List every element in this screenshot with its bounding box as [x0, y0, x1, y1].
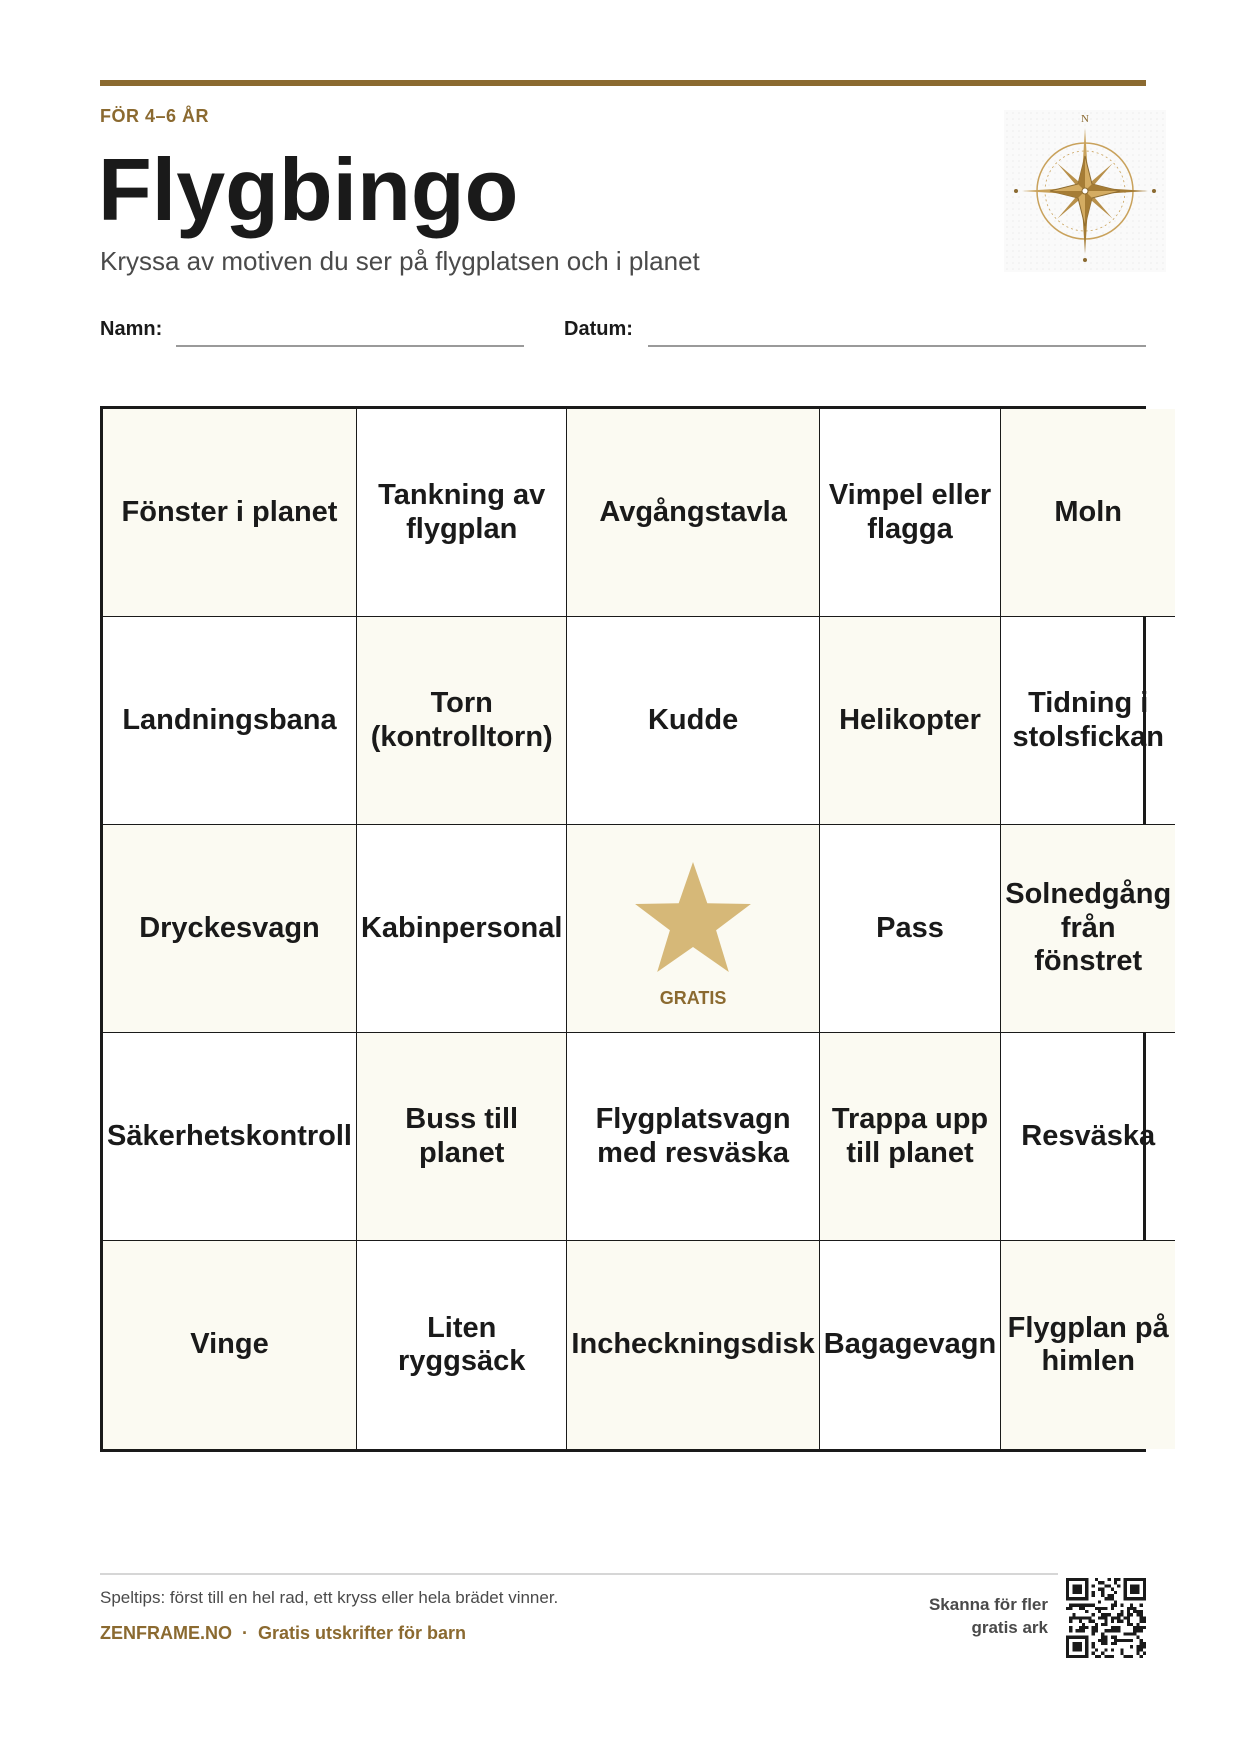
cell-label: Vimpel eller flagga	[828, 479, 992, 545]
cell-label: Trappa upp till planet	[831, 1103, 989, 1169]
bingo-cell[interactable]	[567, 409, 819, 617]
footer-divider	[100, 1573, 1058, 1575]
cell-label: Pass	[876, 911, 944, 944]
cell-label: Fönster i planet	[121, 495, 338, 528]
bingo-cell[interactable]	[1001, 617, 1175, 825]
cell-label: Moln	[1054, 495, 1123, 528]
cell-label: Buss till planet	[405, 1103, 519, 1169]
scan-caption-line-1: Skanna för fler	[928, 1595, 1048, 1614]
bingo-cell[interactable]	[1001, 409, 1175, 617]
brand-separator: ·	[242, 1623, 248, 1643]
svg-text:N: N	[1081, 113, 1089, 125]
brand-link[interactable]: ZENFRAME.NO	[100, 1623, 232, 1643]
cell-label: Resväska	[1021, 1119, 1156, 1152]
name-label: Namn:	[100, 318, 163, 340]
game-tip: Speltips: först till en hel rad, ett kryss eller hela brädet vinner.	[100, 1588, 559, 1607]
cell-label: Bagagevagn	[823, 1328, 997, 1361]
cell-label: Kabinpersonal	[360, 911, 563, 944]
bingo-cell[interactable]	[1001, 825, 1175, 1033]
bingo-cell[interactable]	[103, 1033, 357, 1241]
bingo-cell[interactable]	[103, 825, 357, 1033]
bingo-cell[interactable]	[357, 409, 567, 617]
compass-rose-icon	[1004, 110, 1166, 272]
cell-label: Dryckesvagn	[139, 911, 320, 944]
cell-label: Helikopter	[839, 703, 981, 736]
bingo-cell[interactable]	[103, 1241, 357, 1449]
cell-label: Tankning av flygplan	[378, 479, 546, 545]
bingo-cell[interactable]	[567, 617, 819, 825]
bingo-free-cell[interactable]	[567, 825, 819, 1033]
cell-label: Landningsbana	[122, 703, 337, 736]
bingo-cell[interactable]	[357, 617, 567, 825]
bingo-cell[interactable]	[103, 409, 357, 617]
cell-label: Solnedgång från fönstret	[1005, 878, 1172, 978]
cell-label: Torn (kontrolltorn)	[370, 687, 553, 753]
bingo-cell[interactable]	[567, 1241, 819, 1449]
cell-label: Kudde	[647, 703, 739, 736]
brand-line	[100, 1623, 466, 1644]
star-icon	[632, 862, 754, 978]
cell-label: Vinge	[190, 1328, 269, 1361]
bingo-cell[interactable]	[820, 1241, 1001, 1449]
bingo-cell[interactable]	[567, 1033, 819, 1241]
bingo-cell[interactable]	[357, 1241, 567, 1449]
bingo-cell[interactable]	[1001, 1241, 1175, 1449]
bingo-cell[interactable]	[1001, 1033, 1175, 1241]
scan-caption	[929, 1594, 1048, 1640]
cell-label: Flygplan på himlen	[1007, 1311, 1169, 1377]
cell-label: Avgångstavla	[599, 495, 787, 528]
page-title: Flygbingo	[98, 140, 519, 239]
brand-tagline: Gratis utskrifter för barn	[258, 1623, 467, 1643]
date-label: Datum:	[564, 318, 633, 340]
qr-code-icon[interactable]	[1066, 1578, 1146, 1658]
cell-label: Flygplatsvagn med resväska	[595, 1103, 791, 1169]
cell-label: Liten ryggsäck	[398, 1311, 526, 1377]
name-input-line[interactable]	[176, 345, 524, 347]
free-label: GRATIS	[659, 988, 727, 1009]
bingo-cell[interactable]	[103, 617, 357, 825]
cell-label: Incheckningsdisk	[571, 1328, 815, 1361]
bingo-cell[interactable]	[820, 825, 1001, 1033]
bingo-cell[interactable]	[357, 1033, 567, 1241]
bingo-cell[interactable]	[820, 409, 1001, 617]
bingo-grid	[100, 406, 1172, 1452]
cell-label: Säkerhetskontroll	[107, 1119, 352, 1152]
bingo-cell[interactable]	[357, 825, 567, 1033]
age-label: FÖR 4–6 ÅR	[100, 106, 210, 126]
bingo-cell[interactable]	[820, 617, 1001, 825]
scan-caption-line-2: gratis ark	[971, 1617, 1048, 1637]
top-accent-bar	[100, 80, 1146, 86]
cell-label: Tidning i stolsfickan	[1012, 687, 1164, 753]
date-input-line[interactable]	[648, 345, 1146, 347]
bingo-cell[interactable]	[820, 1033, 1001, 1241]
page-subtitle: Kryssa av motiven du ser på flygplatsen och i planet	[100, 246, 700, 276]
